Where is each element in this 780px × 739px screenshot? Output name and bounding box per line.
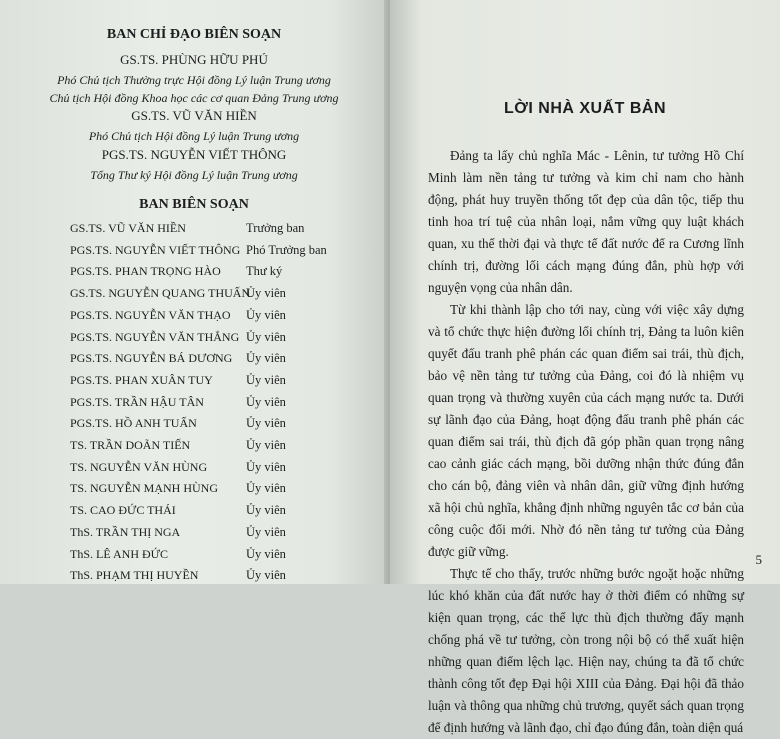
- steering-role: Tổng Thư ký Hội đồng Lý luận Trung ương: [90, 168, 298, 182]
- board-member-role: Ủy viên: [246, 286, 286, 301]
- right-page: [390, 0, 780, 735]
- page-title: LỜI NHÀ XUẤT BẢN: [503, 100, 667, 117]
- board-member-role: Ủy viên: [246, 459, 286, 474]
- board-member-name: TS. TRẦN DOÃN TIẾN: [70, 438, 191, 452]
- steering-role: Chủ tịch Hội đồng Khoa học các cơ quan Đảng Trung ương: [49, 91, 339, 105]
- board-member-role: Ủy viên: [246, 503, 286, 518]
- board-member-role: Ủy viên: [246, 351, 286, 366]
- board-member-role: Ủy viên: [246, 416, 286, 431]
- board-member-name: PGS.TS. HỒ ANH TUẤN: [70, 416, 197, 431]
- board-member-role: Ủy viên: [246, 307, 286, 322]
- board-member-name: ThS. LÊ ANH ĐỨC: [70, 546, 168, 561]
- board-member-role: Phó Trưởng ban: [246, 242, 327, 257]
- board-member-name: GS.TS. NGUYỄN QUANG THUẤN: [70, 286, 251, 301]
- board-member-name: PGS.TS. NGUYỄN VĂN THẮNG: [70, 329, 240, 344]
- board-member-name: PGS.TS. PHAN TRỌNG HÀO: [70, 264, 221, 279]
- board-member-name: ThS. TRẦN THỊ NGA: [70, 524, 181, 539]
- board-member-role: Ủy viên: [246, 394, 286, 409]
- board-member-role: Ủy viên: [246, 329, 286, 344]
- board-member-name: PGS.TS. TRẦN HẬU TÂN: [70, 394, 204, 409]
- board-member-name: GS.TS. VŨ VĂN HIỀN: [70, 221, 186, 235]
- board-member-name: PGS.TS. NGUYỄN VĂN THẠO: [70, 307, 231, 322]
- board-heading: BAN BIÊN SOẠN: [139, 197, 249, 212]
- paragraph: Đảng ta lấy chủ nghĩa Mác - Lênin, tư tưởng Hồ Chí Minh làm nền tảng tư tưởng và kim chỉ nam cho hành động, phát huy truyền thống tốt đẹp của dân tộc, tiếp thu tinh hoa trí tuệ của nhân loại, nắm vững quy luật khách quan, xu thế thời đại và thực tế đất nước để ra Cương lĩnh chính trị, đường lối cách mạng đúng đắn, phù hợp với nguyện vọng của nhân dân.: [428, 148, 744, 295]
- board-member-name: ThS. PHẠM THỊ HUYỀN: [70, 568, 199, 583]
- paragraph: Từ khi thành lập cho tới nay, cùng với việc xây dựng và tổ chức thực hiện đường lối chính trị, Đảng ta luôn kiên quyết đấu tranh phê phán các quan điểm sai trái, thù địch, bảo vệ nền tảng tư tưởng của Đảng, coi đó là nhiệm vụ quan trọng và thường xuyên của cách mạng nước ta. Dưới sự lãnh đạo của Đảng, hoạt động đấu tranh phê phán các quan điểm sai trái, thù địch đã góp phần quan trọng nâng cao cảnh giác cách mạng, bồi dưỡng nhận thức đúng đắn cho cán bộ, đảng viên và nhân dân, giữ vững định hướng xã hội chủ nghĩa, khẳng định những nguyên tắc cơ bản của công cuộc đổi mới. Nhờ đó nền tảng tư tưởng của Đảng được giữ vững.: [428, 302, 744, 559]
- board-member-name: PGS.TS. PHAN XUÂN TUY: [70, 372, 213, 387]
- board-member-role: Ủy viên: [246, 546, 286, 561]
- board-member-role: Thư ký: [246, 264, 283, 279]
- board-member-role: Ủy viên: [246, 568, 286, 583]
- steering-heading: BAN CHỈ ĐẠO BIÊN SOẠN: [106, 27, 282, 42]
- board-member-role: Ủy viên: [246, 524, 286, 539]
- board-member-name: PGS.TS. NGUYỄN BÁ DƯƠNG: [70, 351, 233, 366]
- page-number: 5: [755, 552, 762, 567]
- board-member-name: TS. NGUYỄN MẠNH HÙNG: [70, 481, 218, 496]
- board-member-role: Trưởng ban: [246, 221, 305, 235]
- paragraph: Thực tế cho thấy, trước những bước ngoặt hoặc những lúc khó khăn của đất nước hay ở thời điểm có những sự kiện quan trọng, các thế lực thù địch thường đẩy mạnh chống phá về tư tưởng, còn trong nội bộ có thể xuất hiện những quan điểm lệch lạc. Hiện nay, chúng ta đã tổ chức thành công tốt đẹp Đại hội XIII của Đảng. Đại hội đã thảo luận và thông qua những chủ trương, quyết sách quan trọng để định hướng và lãnh đạo, chỉ đạo đúng đắn, toàn diện quá: [428, 566, 744, 735]
- board-member-role: Ủy viên: [246, 438, 286, 452]
- foreword-text: [428, 145, 744, 739]
- board-member-role: Ủy viên: [246, 481, 286, 496]
- board-member-name: PGS.TS. NGUYỄN VIẾT THÔNG: [70, 242, 241, 257]
- left-page: [0, 0, 388, 584]
- board-member-name: TS. NGUYỄN VĂN HÙNG: [70, 459, 208, 474]
- steering-role: Phó Chủ tịch Hội đồng Lý luận Trung ương: [88, 129, 300, 143]
- steering-name: GS.TS. VŨ VĂN HIỀN: [131, 108, 257, 123]
- steering-name: PGS.TS. NGUYỄN VIẾT THÔNG: [101, 147, 287, 162]
- board-member-name: TS. CAO ĐỨC THÁI: [70, 503, 176, 518]
- steering-name: GS.TS. PHÙNG HỮU PHÚ: [120, 52, 268, 67]
- board-member-role: Ủy viên: [246, 372, 286, 387]
- steering-role: Phó Chủ tịch Thường trực Hội đồng Lý luận Trung ương: [57, 73, 331, 87]
